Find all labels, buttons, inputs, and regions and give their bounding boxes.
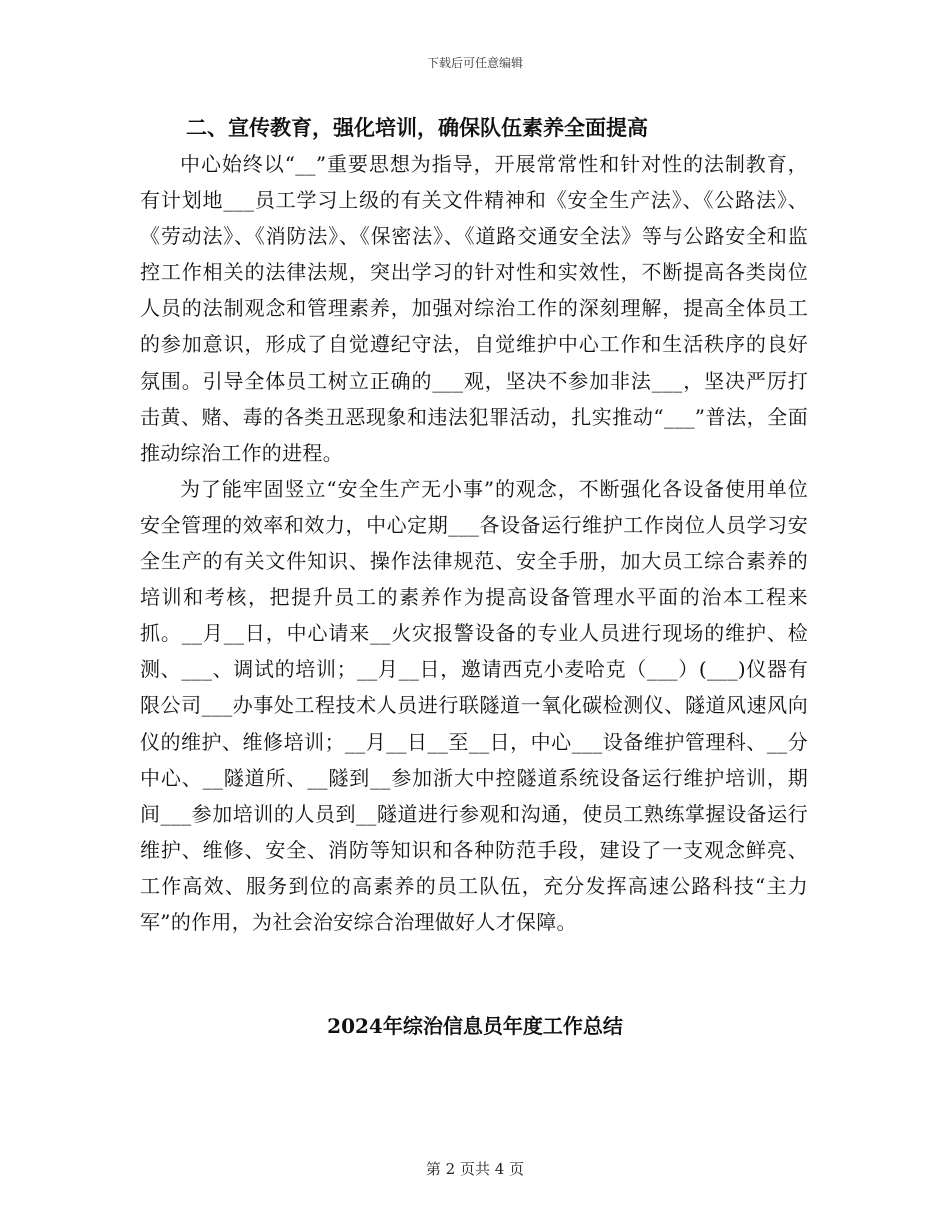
page-header-note: 下载后可任意编辑 (426, 56, 523, 70)
section-heading: 二、宣传教育，强化培训，确保队伍素养全面提高 (186, 115, 648, 140)
document-title: 2024年综治信息员年度工作总结 (327, 1014, 623, 1038)
paragraph-legal-education: 中心始终以“__”重要思想为指导，开展常常性和针对性的法制教育，有计划地___员工学习上级的有关文件精神和《安全生产法》、《公路法》、《劳动法》、《消防法》、《保密法》、《道路交通安全法》等与公路安全和监控工作相关的法律法规，突出学习的针对性和实效性，不断提高各类岗位人员的法制观念和管理素养，加强对综治工作的深刻理解，提高全体员工的参加意识，形成了自觉遵纪守法，自觉维护中心工作和生活秩序的良好氛围。引导全体员工树立正确的___观，坚决不参加非法___，坚决严厉打击黄、赌、毒的各类丑恶现象和违法犯罪活动，扎实推动“___”普法，全面推动综治工作的进程。 (140, 152, 808, 465)
page-number-footer: 第 2 页共 4 页 (425, 1160, 525, 1178)
paragraph-safety-training: 为了能牢固竖立“安全生产无小事”的观念，不断强化各设备使用单位安全管理的效率和效力，中心定期___各设备运行维护工作岗位人员学习安全生产的有关文件知识、操作法律规范、安全手册，加大员工综合素养的培训和考核，把提升员工的素养作为提高设备管理水平面的治本工程来抓。__月__日，中心请来__火灾报警设备的专业人员进行现场的维护、检测、___、调试的培训；__月__日，邀请西克小麦哈克（___）(___)仪器有限公司___办事处工程技术人员进行联隧道一氧化碳检测仪、隧道风速风向仪的维护、维修培训；__月__日__至__日，中心___设备维护管理科、__分中心、__隧道所、__隧到__参加浙大中控隧道系统设备运行维护培训，期间___参加培训的人员到__隧道进行参观和沟通，使员工熟练掌握设备运行维护、维修、安全、消防等知识和各种防范手段，建设了一支观念鲜亮、工作高效、服务到位的高素养的员工队伍，充分发挥高速公路科技“主力军”的作用，为社会治安综合治理做好人才保障。 (140, 476, 808, 934)
document-body (140, 110, 808, 940)
